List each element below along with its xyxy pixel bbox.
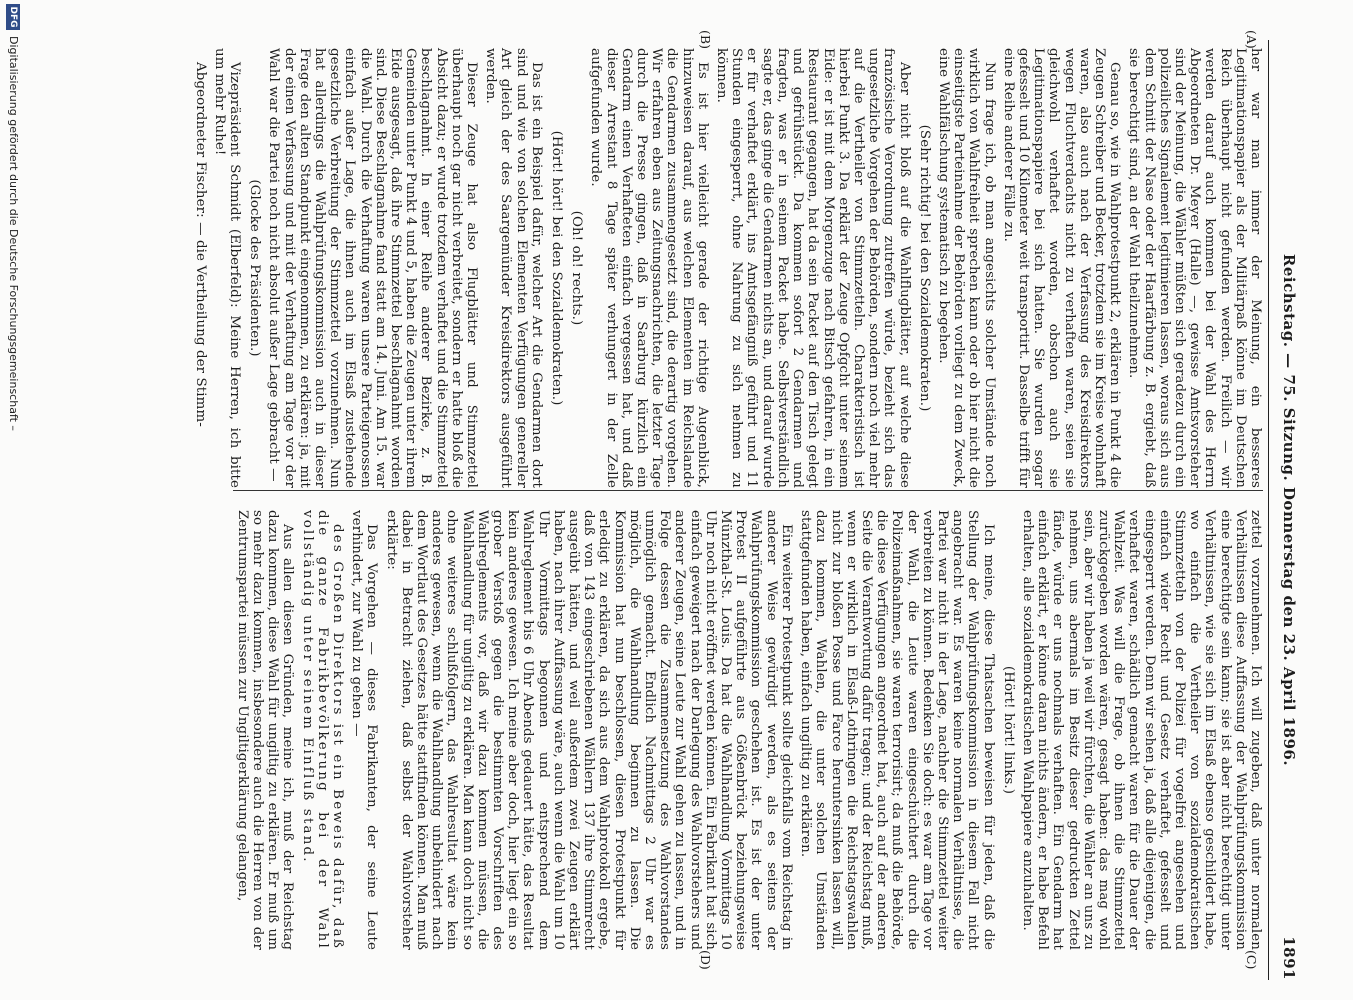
paragraph: Ich meine, diese Thatsachen beweisen für jeden, daß die Stellung der Wahlprüfungskommission in diesem Fall nicht angebracht war. Es waren keine normalen Verhältnisse, die Partei war nicht in der Lage, nachher die Stimmzettel weiter verbreiten zu können. Bedenken Sie doch: es war am Tage vor der Wahl, die Leute waren eingeschüchtert durch die Polizeimaßnahmen, sie waren terrorisirt; da muß die Behörde, die diese Verfügungen angeordnet hat, auch auf der anderen Seite die Verantwortung dafür tragen; und der Reichstag muß, wenn er wirklich in Elsaß-Lothringen die Reichstagswahlen nicht zur bloßen Posse und Farce heruntersinken lassen will, dazu kommen, Wahlen, die unter solchen Umständen stattgefunden haben, einfach ungiltig zu erklären. <box>798 510 996 950</box>
paragraph: Nun frage ich, ob man angesichts solcher Umstände noch wirklich von Wahlfreiheit sprechen kann oder ob hier nicht die einseitigste Parteinahme der Behörden vorliegt zu dem Zweck, eine Wahlfälschung systematisch zu begehen. <box>935 48 997 488</box>
paragraph: her war man immer der Meinung, ein besseres Legitimationspapier als der Militärpaß könne im Deutschen Reich überhaupt nicht gefunden werden. Freilich — wir werden darauf auch kommen bei der Wahl des Herrn Abgeordneten Dr. Meyer (Halle) —, gewisse Amtsvorsteher sind der Meinung, die Wähler müßten sich geradezu durch ein polizeiliches Signalement legitimieren lassen, woraus sich aus dem Schnitt der Nase oder der Haarfärbung z. B. ergiebt, daß sie berechtigt sind, an der Wahl theilzunehmen. <box>1126 48 1263 488</box>
paragraph: Genau so, wie in Wahlprotestpunkt 2, erklären in Punkt 4 die Zeugen Schreiber und Becker, trotzdem sie im Kreise wohnhaft waren, also auch nach der Verfassung des Kreisdirektors wegen Fluchtverdachts nicht zu verhaften waren, seien sie gleichwohl verhaftet worden, obschon auch sie Legitimationspapiere bei sich hatten. Sie wurden sogar gefesselt und 10 Kilometer weit transportirt. Dasselbe trifft für eine Reihe anderer Fälle zu. <box>1000 48 1123 488</box>
paragraph: Aus allen diesen Gründen, meine ich, muß der Reichstag dazu kommen, diese Wahl für ungiltig zu erklären. Er muß um so mehr dazu kommen, insbesondere auch die Herren von der Zentrumspartei müssen zur Ungiltigerklärung gelangen, <box>234 510 296 950</box>
interjection: (Glocke des Präsidenten.) <box>247 179 263 357</box>
interjection: (Sehr richtig! bei den Sozialdemokraten.) <box>916 124 932 412</box>
interjection: (Hört! hört! bei den Sozialdemokraten.) <box>549 130 565 406</box>
margin-marker-d: (D) <box>698 950 713 970</box>
paragraph: Das ist ein Beispiel dafür, welcher Art die Gendarmen dort sind und wie von solchen Elementen Verfügungen genereller Art gleich der des Saargemünder Kreisdirektors ausgeführt werden. <box>483 48 544 488</box>
paragraph: Ein weiterer Protestpunkt sollte gleichfalls vom Reichstag in anderer Weise gewürdigt werden, als es seitens der Wahlprüfungskommission geschehen ist. Es ist der unter Protest II aufgeführte aus Gößenbrück beziehungsweise Münzthal-St. Louis. Da hat die Wahlhandlung Vormittags 10 Uhr noch nicht eröffnet werden können. Ein Fabrikant hat sich einfach geweigert nach der Darlegung des Wahlvorstehers und anderer Zeugen, seine Leute zur Wahl gehen zu lassen, und in Folge dessen die Zusammensetzung des Wahlvorstandes unmöglich gemacht. Endlich Nachmittags 2 Uhr war es möglich, die Wahlhandlung beginnen zu lassen. Die Kommission hat nun beschlossen, diesen Protestpunkt für erledigt zu erklären, da sich aus dem Wahlprotokoll ergebe, daß von 143 eingeschriebenen Wählern 137 ihre Stimmrecht ausgeübt hätten, und weil außerdem zwei Zeugen erklärt haben, nach ihrer Auffassung wäre, auch wenn die Wahl um 10 Uhr Vormittags begonnen und entsprechend dem Wahlreglement bis 6 Uhr Abends gedauert hätte, das Resultat kein anderes gewesen. Ich meine aber doch, hier liegt ein so grober Verstoß gegen die bestimmten Vorschriften des Wahlreglements vor, daß wir dazu kommen müssen, die Wahlhandlung für ungiltig zu erklären. Man kann doch nicht so ohne weiteres schlußfolgern, das Wahlresultat wäre kein anderes gewesen, wenn die Wahlhandlung unbehindert nach dem Wortlaut des Gesetzes hätte stattfinden können. Man muß dabei in Betracht ziehen, daß selbst der Wahlvorsteher erklärte: <box>383 510 794 950</box>
paragraph: Aber nicht bloß auf die Wahlflugblätter, auf welche diese französische Verordnung zutreffen würde, bezieht sich das ungesetzliche Vorgehen der Behörden, sondern noch viel mehr auf die Vertheiler von Stimmzetteln. Charakteristisch ist hierbei Punkt 3. Da erklärt der Zeuge Opfgcht unter seinem Eide: er ist mit dem Morgenzuge nach Bitsch gefahren, in ein Restaurant gegangen, hat da sein Packet auf den Tisch gelegt und gefrühstückt. Da kommen sofort 2 Gendarmen und fragten, was er in seinem Packet habe. Selbstverständlich sagte er, das ginge die Gendarmen nichts an, und darauf wurde er für verhaftet erklärt, ins Amtsgefängniß geführt und 11 Stunden eingesperrt, ohne Nahrung zu sich nehmen zu können. <box>714 48 912 488</box>
digitization-credit: Digitalisierung gefördert durch die Deutsche Forschungsgemeinschaft – <box>7 36 20 431</box>
paragraph: Es ist hier vielleicht gerade der richtige Augenblick, hinzuweisen darauf, aus welchen Elementen im Reichslande die Gendarmen zusammengesetzt sind, die derartig vorgehen. Wir erfahren eben aus Zeitungsnachrichten, die letzter Tage durch die Presse gingen, daß in Saarburg kürzlich ein Gendarm einen Verhafteten einfach vergessen hat, und daß dieser Arrestant 8 Tage später verhungert in der Zelle aufgefunden wurde. <box>588 48 710 488</box>
speaker-line: Abgeordneter Fischer: — die Vertheilung der Stimm- <box>192 62 208 427</box>
page-header <box>1272 40 1298 980</box>
page-footer <box>2 0 24 1000</box>
dfg-logo: DFG <box>6 4 20 30</box>
paragraph: Dieser Zeuge hat also Flugblätter und Stimmzettel überhaupt noch gar nicht verbreitet, sondern er hatte bloß die Absicht dazu; er wurde trotzdem verhaftet und die Stimmzettel beschlagnahmt. In einer Reihe anderer Bezirke, z. B. Gemeinden unter Punkt 4 und 5, haben die Zeugen unter ihrem Eide ausgesagt, daß ihre Stimmzettel beschlagnahmt worden sind. Diese Beschlagnahme fand statt am 14. Juni. Am 15. war die Wahl. Durch die Verhaftung waren unsere Parteigenossen einfach außer Lage, die ihnen auch im Elsaß zustehende gesetzliche Verbreitung der Stimmzettel vorzunehmen. Nun hat allerdings die Wahlprüfungskommission auch in dieser Frage den alten Standpunkt eingenommen, zu erklären: ja, mit der einen Verfassung und mit der Verhaftung am Tage vor der Wahl war die Partei noch nicht absolut außer Lage gebracht — <box>266 48 480 488</box>
margin-marker-b: (B) <box>698 30 713 49</box>
margin-marker-a: (A) <box>1244 30 1259 49</box>
quote: Das Vorgehen — dieses Fabrikanten, der seine Leute verhindert, zur Wahl zu gehen — <box>349 510 380 950</box>
column-divider <box>233 490 1263 491</box>
quote: des Großen Direktors ist ein Beweis dafür, daß die ganze Fabrikbevölkerung bei der Wahl vollständig unter seinem Einfluß stand. <box>299 510 346 950</box>
header-rule <box>1268 40 1269 980</box>
speaker-line: Vizepräsident Schmidt (Elberfeld): Meine Herren, ich bitte um mehr Ruhe! <box>211 48 242 488</box>
interjection: (Hört! hört! links.) <box>1000 665 1016 795</box>
right-column <box>231 510 1263 950</box>
header-title: Reichstag. — 75. Sitzung. Donnerstag den 23. April 1896. <box>1280 253 1298 767</box>
interjection: (Oh! oh! rechts.) <box>569 210 585 326</box>
left-column <box>188 48 1263 488</box>
page-number: 1891 <box>1280 936 1298 980</box>
paragraph: zettel vorzunehmen. Ich will zugeben, daß unter normalen Verhältnissen diese Auffassung der Wahlprüfungskommission eine berechtigte sein kann; sie ist aber nicht berechtigt unter Verhältnissen, wie sie sich im Elsaß ebenso geschildert habe, wo einfach die Vertheiler von sozialdemokratischen Stimmzetteln von der Polizei für vogelfrei angesehen und einfach wider Recht und Gesetz verhaftet, gefesselt und eingesperrt werden. Denn wir sehen ja, daß alle diejenigen, die verhaftet waren, schädlich gemacht waren für die Dauer der Wahlzeit. Was will die Frage, ob ihnen die Stimmzettel zurückgegeben worden wären, gesagt haben: das mag wohl sein, aber wir haben ja weil wir fürchten, die Wähler an uns zu nehmen, uns abermals im Besitz dieser gedruckten Zettel fände, würde er uns nochmals verhaften. Ein Gendarm hat einfach erklärt, er könne daran nichts ändern, er habe Befehl erhalten, alle sozialdemokratischen Wahlpapiere anzuhalten. <box>1019 510 1263 950</box>
margin-marker-c: (C) <box>1244 950 1259 970</box>
